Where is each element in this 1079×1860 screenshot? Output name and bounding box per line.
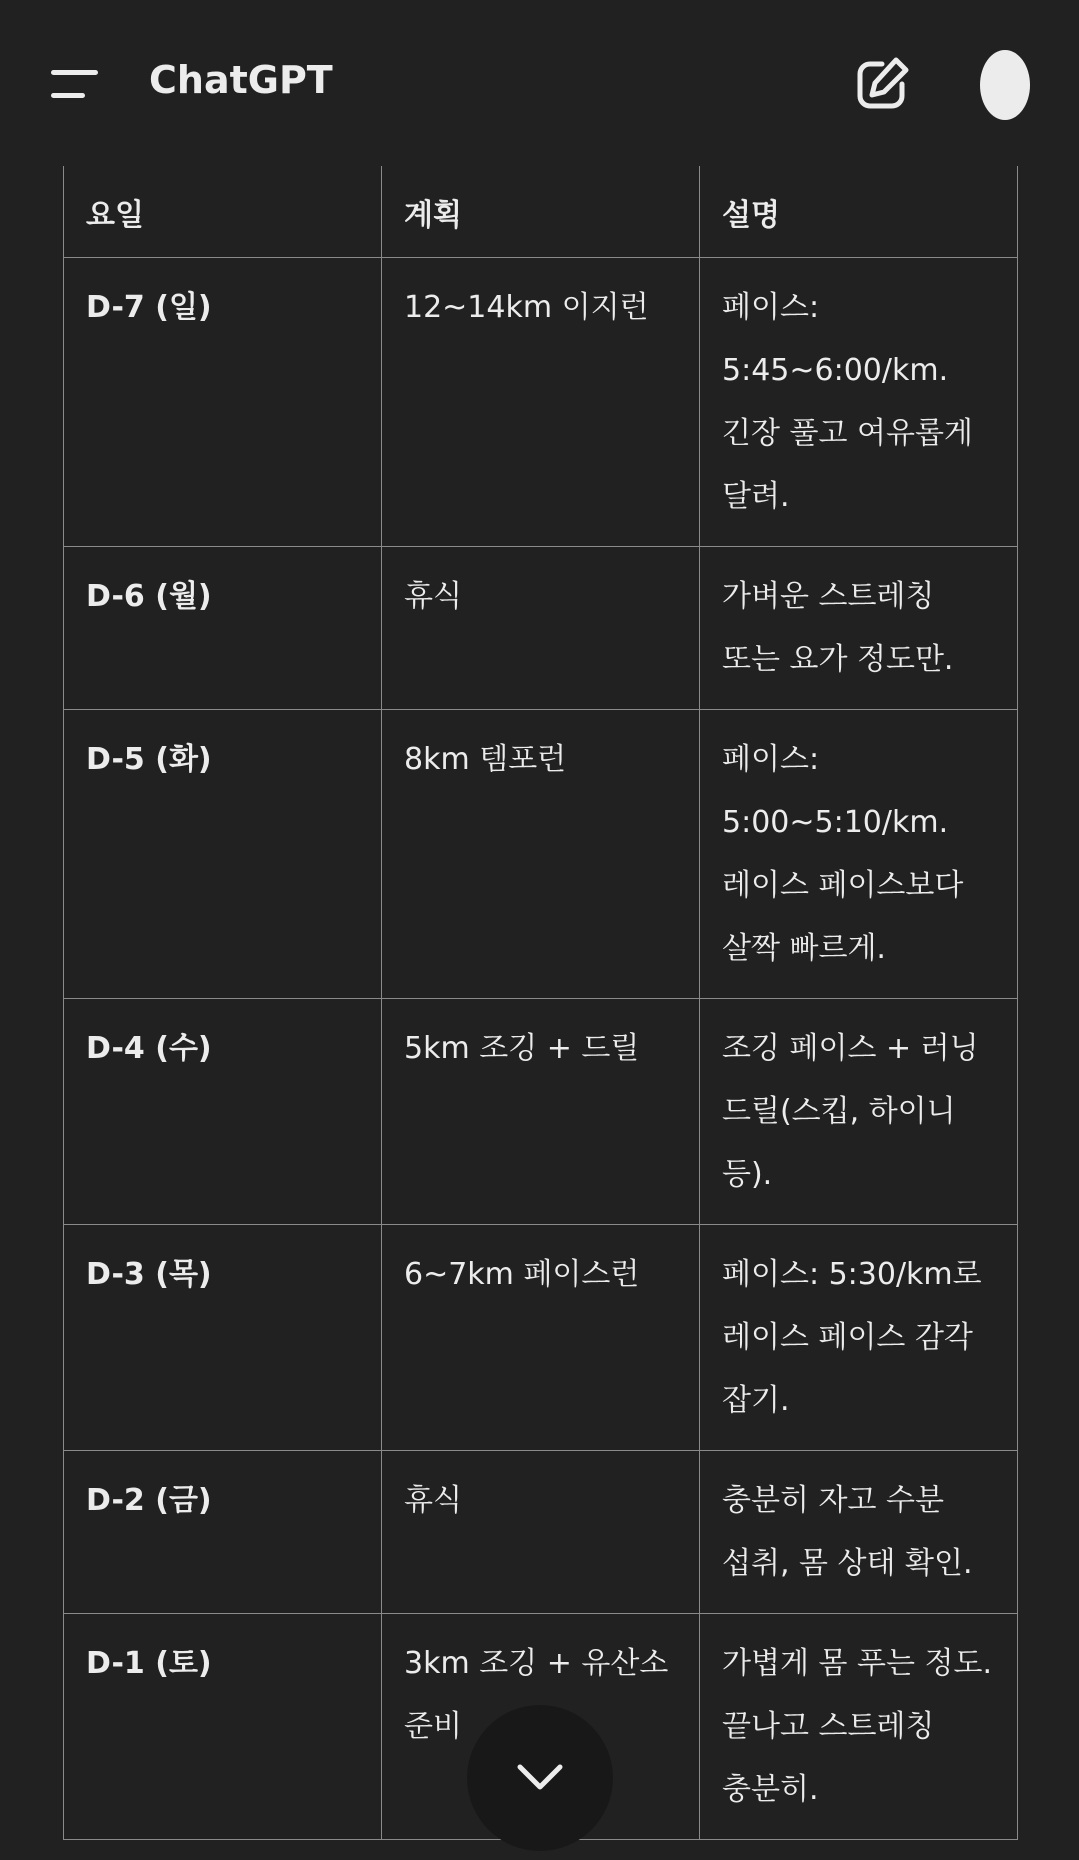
cell-description: 충분히 자고 수분 섭취, 몸 상태 확인. — [700, 1451, 1018, 1614]
top-bar — [0, 0, 1079, 166]
cell-description: 가벼운 스트레칭 또는 요가 정도만. — [700, 547, 1018, 710]
cell-plan: 휴식 — [382, 547, 700, 710]
cell-day: D-3 (목) — [64, 1225, 382, 1451]
cell-day: D-1 (토) — [64, 1614, 382, 1840]
chat-content[interactable] — [0, 166, 1079, 1860]
cell-day: D-4 (수) — [64, 999, 382, 1225]
table-header-row — [64, 166, 1018, 258]
cell-description: 페이스: 5:00~5:10/km. 레이스 페이스보다 살짝 빠르게. — [700, 710, 1018, 999]
cell-day: D-5 (화) — [64, 710, 382, 999]
header-plan: 계획 — [382, 166, 700, 258]
table-row — [64, 1225, 1018, 1451]
new-chat-button[interactable] — [846, 50, 916, 120]
cell-plan: 3km 조깅 + 유산소 준비 — [382, 1614, 700, 1840]
cell-description: 조깅 페이스 + 러닝 드릴(스킵, 하이니 등). — [700, 999, 1018, 1225]
cell-day: D-2 (금) — [64, 1451, 382, 1614]
table-row — [64, 258, 1018, 547]
cell-plan: 휴식 — [382, 1451, 700, 1614]
table-row — [64, 710, 1018, 999]
table-row — [64, 999, 1018, 1225]
app-title: ChatGPT — [149, 58, 333, 102]
cell-plan: 12~14km 이지런 — [382, 258, 700, 547]
header-description: 설명 — [700, 166, 1018, 258]
chevron-down-icon — [516, 1757, 564, 1797]
table-row — [64, 547, 1018, 710]
table-row — [64, 1451, 1018, 1614]
schedule-table — [63, 166, 1018, 1840]
cell-plan: 8km 템포런 — [382, 710, 700, 999]
cell-description: 가볍게 몸 푸는 정도. 끝나고 스트레칭 충분히. — [700, 1614, 1018, 1840]
cell-plan: 6~7km 페이스런 — [382, 1225, 700, 1451]
more-vertical-icon — [980, 50, 1030, 120]
scroll-to-bottom-button[interactable] — [467, 1705, 613, 1851]
cell-plan: 5km 조깅 + 드릴 — [382, 999, 700, 1225]
header-day: 요일 — [64, 166, 382, 258]
cell-description: 페이스: 5:30/km로 레이스 페이스 감각 잡기. — [700, 1225, 1018, 1451]
cell-description: 페이스: 5:45~6:00/km. 긴장 풀고 여유롭게 달려. — [700, 258, 1018, 547]
cell-day: D-7 (일) — [64, 258, 382, 547]
cell-day: D-6 (월) — [64, 547, 382, 710]
more-options-button[interactable] — [980, 50, 1030, 120]
new-chat-edit-icon — [846, 50, 916, 120]
menu-button[interactable] — [38, 52, 110, 116]
